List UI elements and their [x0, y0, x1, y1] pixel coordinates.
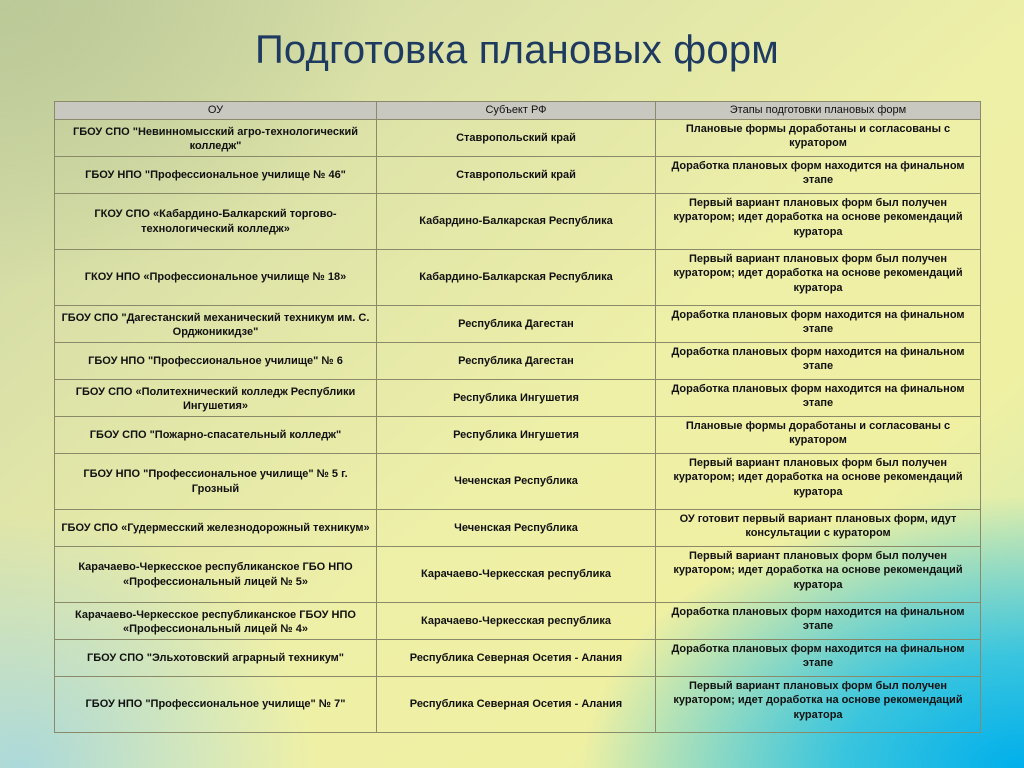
cell-institution: Карачаево-Черкесское республиканское ГБОУ НПО «Профессиональный лицей № 4» — [55, 603, 377, 640]
cell-institution: ГКОУ НПО «Профессиональное училище № 18» — [55, 250, 377, 306]
cell-stage: Первый вариант плановых форм был получен куратором; идет доработка на основе рекомендаций куратора — [656, 547, 981, 603]
cell-region: Карачаево-Черкесская республика — [377, 547, 656, 603]
cell-institution: ГБОУ НПО "Профессиональное училище" № 5 г. Грозный — [55, 454, 377, 510]
cell-region: Республика Дагестан — [377, 306, 656, 343]
cell-region: Республика Северная Осетия - Алания — [377, 640, 656, 677]
cell-region: Ставропольский край — [377, 120, 656, 157]
cell-institution: ГБОУ СПО "Дагестанский механический техникум им. С. Орджоникидзе" — [55, 306, 377, 343]
table-row — [55, 120, 981, 157]
cell-institution: ГКОУ СПО «Кабардино-Балкарский торгово-технологический колледж» — [55, 194, 377, 250]
cell-stage: Первый вариант плановых форм был получен куратором; идет доработка на основе рекомендаций куратора — [656, 454, 981, 510]
table-row — [55, 306, 981, 343]
table-row — [55, 510, 981, 547]
cell-institution: ГБОУ СПО «Гудермесский железнодорожный техникум» — [55, 510, 377, 547]
cell-stage: Доработка плановых форм находится на финальном этапе — [656, 380, 981, 417]
table-row — [55, 194, 981, 250]
cell-institution: ГБОУ НПО "Профессиональное училище" № 6 — [55, 343, 377, 380]
cell-region: Чеченская Республика — [377, 510, 656, 547]
cell-stage: Доработка плановых форм находится на финальном этапе — [656, 157, 981, 194]
cell-institution: ГБОУ СПО "Пожарно-спасательный колледж" — [55, 417, 377, 454]
page-title: Подготовка плановых форм — [254, 28, 780, 72]
cell-region: Ставропольский край — [377, 157, 656, 194]
cell-stage: Доработка плановых форм находится на финальном этапе — [656, 343, 981, 380]
cell-stage: ОУ готовит первый вариант плановых форм, идут консультации с куратором — [656, 510, 981, 547]
table-row — [55, 677, 981, 733]
column-header-stage: Этапы подготовки плановых форм — [656, 102, 981, 120]
cell-stage: Плановые формы доработаны и согласованы с куратором — [656, 417, 981, 454]
cell-region: Республика Северная Осетия - Алания — [377, 677, 656, 733]
column-header-institution: ОУ — [55, 102, 377, 120]
cell-region: Республика Ингушетия — [377, 380, 656, 417]
cell-institution: ГБОУ СПО «Политехнический колледж Республики Ингушетия» — [55, 380, 377, 417]
cell-institution: ГБОУ НПО "Профессиональное училище № 46" — [55, 157, 377, 194]
cell-stage: Первый вариант плановых форм был получен куратором; идет доработка на основе рекомендаций куратора — [656, 194, 981, 250]
column-header-region: Субъект РФ — [377, 102, 656, 120]
table-row — [55, 454, 981, 510]
cell-institution: Карачаево-Черкесское республиканское ГБО НПО «Профессиональный лицей № 5» — [55, 547, 377, 603]
table-row — [55, 250, 981, 306]
cell-stage: Доработка плановых форм находится на финальном этапе — [656, 306, 981, 343]
cell-institution: ГБОУ СПО "Невинномысский агро-технологический колледж" — [55, 120, 377, 157]
table-row — [55, 157, 981, 194]
cell-institution: ГБОУ НПО "Профессиональное училище" № 7" — [55, 677, 377, 733]
cell-region: Чеченская Республика — [377, 454, 656, 510]
table-row — [55, 417, 981, 454]
table-row — [55, 547, 981, 603]
cell-stage: Доработка плановых форм находится на финальном этапе — [656, 640, 981, 677]
cell-region: Республика Ингушетия — [377, 417, 656, 454]
cell-region: Республика Дагестан — [377, 343, 656, 380]
cell-stage: Первый вариант плановых форм был получен куратором; идет доработка на основе рекомендаций куратора — [656, 250, 981, 306]
cell-region: Кабардино-Балкарская Республика — [377, 194, 656, 250]
table-row — [55, 343, 981, 380]
cell-stage: Первый вариант плановых форм был получен куратором; идет доработка на основе рекомендаций куратора — [656, 677, 981, 733]
table-row — [55, 640, 981, 677]
cell-stage: Плановые формы доработаны и согласованы с куратором — [656, 120, 981, 157]
plan-forms-table — [54, 101, 981, 733]
table-header-row — [55, 102, 981, 120]
cell-region: Кабардино-Балкарская Республика — [377, 250, 656, 306]
table-row — [55, 380, 981, 417]
cell-stage: Доработка плановых форм находится на финальном этапе — [656, 603, 981, 640]
cell-institution: ГБОУ СПО "Эльхотовский аграрный техникум" — [55, 640, 377, 677]
cell-region: Карачаево-Черкесская республика — [377, 603, 656, 640]
table-row — [55, 603, 981, 640]
